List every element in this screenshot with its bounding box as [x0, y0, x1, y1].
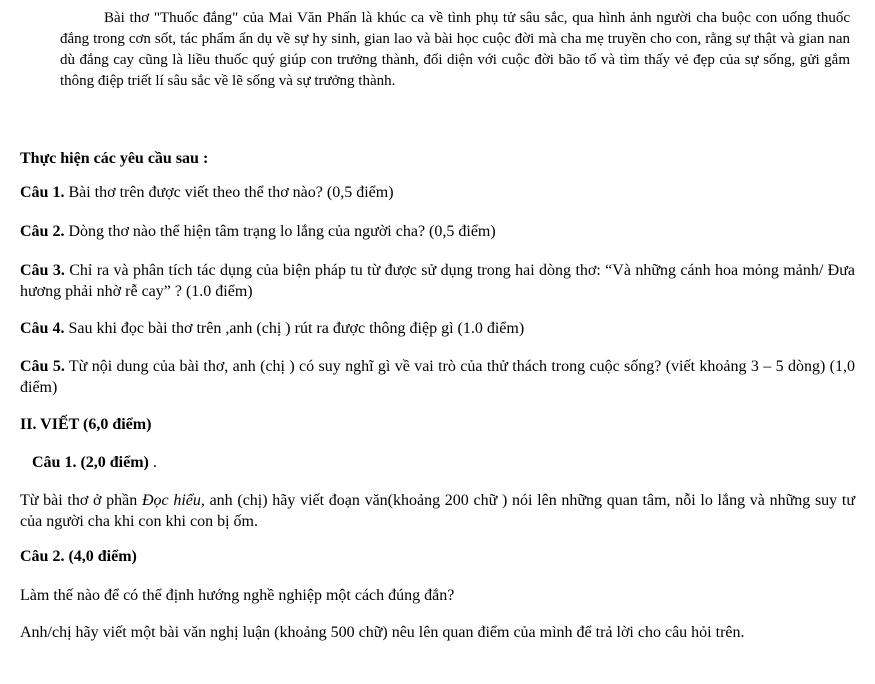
question-1-text: Bài thơ trên được viết theo thể thơ nào? (0,5 điểm) [64, 184, 394, 201]
question-4 [20, 318, 855, 339]
question-5 [20, 356, 855, 398]
writing-question-1-tail: . [148, 454, 157, 471]
intro-paragraph: Bài thơ "Thuốc đắng" của Mai Văn Phấn là khúc ca về tình phụ tử sâu sắc, qua hình ảnh người cha buộc con uống thuốc đắng trong cơn sốt, tác phẩm ẩn dụ về sự hy sinh, gian lao và bài học cuộc đời mà cha mẹ truyền cho con, rằng sự thật và gian nan dù đắng cay cũng là liều thuốc quý giúp con trưởng thành, đối diện với cuộc đời bão tố và tìm thấy vẻ đẹp của sự sống, gửi gắm thông điệp triết lí sâu sắc về lẽ sống và sự trưởng thành. [60, 10, 850, 89]
writing-question-1-text [20, 490, 855, 532]
question-3-label: Câu 3. [20, 262, 65, 279]
question-4-text: Sau khi đọc bài thơ trên ,anh (chị ) rút ra được thông điệp gì (1.0 điểm) [64, 320, 525, 337]
writing-question-1-text-italic: Đọc hiểu, [141, 492, 205, 509]
question-4-label: Câu 4. [20, 320, 65, 337]
question-5-label: Câu 5. [20, 358, 65, 375]
question-5-text: Từ nội dung của bài thơ, anh (chị ) có suy nghĩ gì về vai trò của thử thách trong cuộc sống? (viết khoảng 3 – 5 dòng) (1,0 điểm) [20, 358, 856, 396]
question-3-text: Chỉ ra và phân tích tác dụng của biện pháp tu từ được sử dụng trong hai dòng thơ: “Và những cánh hoa mỏng mảnh/ Đưa hương phải nhờ rễ cay” ? (1.0 điểm) [20, 262, 856, 300]
question-2-label: Câu 2. [20, 223, 65, 240]
question-2-text: Dòng thơ nào thể hiện tâm trạng lo lắng của người cha? (0,5 điểm) [64, 223, 496, 240]
question-3 [20, 260, 855, 302]
question-1-label: Câu 1. [20, 184, 65, 201]
writing-question-1-heading [20, 452, 855, 473]
writing-section-heading: II. VIẾT (6,0 điểm) [20, 416, 152, 433]
task-heading: Thực hiện các yêu cầu sau : [20, 150, 209, 167]
writing-question-2-task: Anh/chị hãy viết một bài văn nghị luận (khoảng 500 chữ) nêu lên quan điểm của mình để trả lời cho câu hỏi trên. [20, 624, 745, 641]
writing-question-1-text-start: Từ bài thơ ở phần [20, 492, 142, 509]
question-2 [20, 221, 855, 242]
writing-question-1-title: Câu 1. (2,0 điểm) [32, 454, 149, 471]
writing-question-2-heading: Câu 2. (4,0 điểm) [20, 548, 137, 565]
writing-question-1-text-end: anh (chị) hãy viết đoạn văn(khoảng 200 chữ ) nói lên những quan tâm, nỗi lo lắng và những suy tư của người cha khi con khi con bị ốm. [20, 492, 856, 530]
writing-question-2-question: Làm thế nào để có thể định hướng nghề nghiệp một cách đúng đắn? [20, 587, 455, 604]
question-1 [20, 182, 855, 203]
